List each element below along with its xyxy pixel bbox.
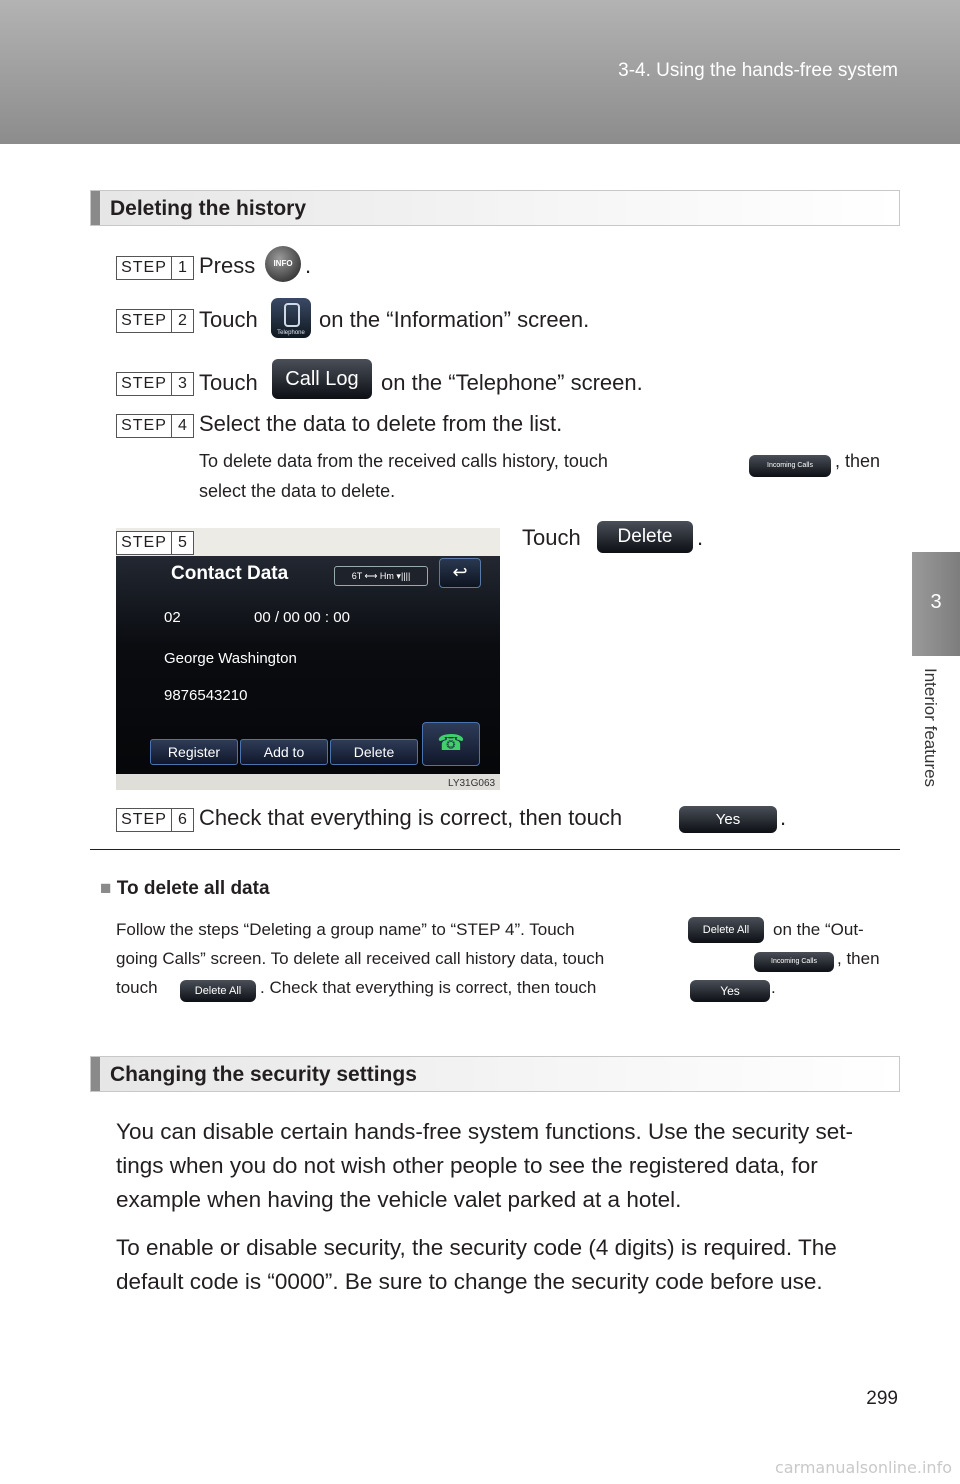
note-line2-end: , then bbox=[837, 949, 880, 968]
step-label: STEP 1 bbox=[116, 256, 194, 280]
paragraph-line: default code is “0000”. Be sure to change the security code before use. bbox=[116, 1269, 823, 1294]
chapter-tab: 3 bbox=[912, 552, 960, 656]
chapter-label-text: Interior features bbox=[921, 668, 940, 788]
section-title: Changing the security settings bbox=[110, 1063, 417, 1086]
back-icon: ↩ bbox=[439, 558, 481, 588]
step-label: STEP 3 bbox=[116, 372, 194, 396]
delete-all-button-icon: Delete All bbox=[180, 980, 256, 1002]
step5-text: Touch bbox=[522, 525, 581, 550]
watermark: carmanualsonline.info bbox=[774, 1458, 952, 1477]
step-label: STEP 2 bbox=[116, 309, 194, 333]
yes-button-icon: Yes bbox=[690, 980, 770, 1002]
page-number: 299 bbox=[866, 1388, 898, 1409]
step5-period: . bbox=[697, 525, 704, 550]
paragraph-line: You can disable certain hands-free system functions. Use the security set- bbox=[116, 1119, 854, 1144]
header-title: 3-4. Using the hands-free system bbox=[618, 60, 898, 81]
step-label: STEP 6 bbox=[116, 808, 194, 832]
note-line3-mid: . Check that everything is correct, then touch bbox=[260, 978, 597, 997]
step4-note-line2: select the data to delete. bbox=[199, 481, 396, 501]
note-heading bbox=[100, 878, 270, 900]
figure-code: LY31G063 bbox=[448, 778, 496, 789]
step-label: STEP 5 bbox=[116, 531, 194, 555]
info-button-icon: INFO bbox=[265, 246, 301, 282]
step4-note-then: , then bbox=[835, 451, 881, 471]
chapter-label bbox=[920, 668, 944, 828]
note-line3: touch bbox=[116, 978, 158, 997]
step6-text: Check that everything is correct, then touch bbox=[199, 805, 623, 830]
yes-button-icon: Yes bbox=[679, 806, 777, 833]
paragraph-line: To enable or disable security, the security code (4 digits) is required. The bbox=[116, 1235, 837, 1260]
note-heading-text: To delete all data bbox=[116, 878, 270, 899]
screen-register-button: Register bbox=[150, 739, 238, 765]
step2-text: Touch bbox=[199, 307, 258, 332]
note-line2: going Calls” screen. To delete all received call history data, touch bbox=[116, 949, 605, 968]
note-bullet: ■ bbox=[100, 878, 112, 899]
screen-count: 02 bbox=[164, 609, 181, 626]
section-heading-security bbox=[90, 1056, 900, 1092]
step4-text: Select the data to delete from the list. bbox=[199, 411, 563, 436]
telephone-icon: Telephone bbox=[271, 298, 311, 338]
note-line3-end: . bbox=[771, 978, 776, 997]
screen-status-bar: 6T ⟷ Hm ▾|||| bbox=[334, 566, 428, 586]
section-heading-deleting-history bbox=[90, 190, 900, 226]
step3-text-after: on the “Telephone” screen. bbox=[381, 370, 643, 395]
incoming-calls-button-icon: Incoming Calls bbox=[749, 455, 831, 477]
screen-caption-strip bbox=[116, 774, 500, 790]
screen-title: Contact Data bbox=[171, 563, 289, 584]
section-title: Deleting the history bbox=[110, 197, 307, 220]
note-line1-end: on the “Out- bbox=[773, 920, 864, 939]
paragraph-line: tings when you do not wish other people to see the registered data, for bbox=[116, 1153, 818, 1178]
step2-text-after: on the “Information” screen. bbox=[319, 307, 590, 332]
call-log-button-icon: Call Log bbox=[272, 359, 372, 399]
screen-datetime: 00 / 00 00 : 00 bbox=[254, 609, 350, 626]
page-header bbox=[0, 0, 960, 144]
screen-contact-number: 9876543210 bbox=[164, 687, 248, 704]
paragraph-line: example when having the vehicle valet parked at a hotel. bbox=[116, 1187, 682, 1212]
delete-button-icon: Delete bbox=[597, 521, 693, 553]
delete-all-button-icon: Delete All bbox=[688, 917, 764, 943]
step3-text: Touch bbox=[199, 370, 258, 395]
step-label: STEP 4 bbox=[116, 414, 194, 438]
phone-icon: ☎ bbox=[422, 722, 480, 766]
screen-delete-button: Delete bbox=[330, 739, 418, 765]
screen-contact-name: George Washington bbox=[164, 650, 297, 667]
divider bbox=[90, 849, 900, 850]
note-line1: Follow the steps “Deleting a group name” to “STEP 4”. Touch bbox=[116, 920, 575, 939]
step4-note: To delete data from the received calls history, touch bbox=[199, 451, 608, 471]
contact-data-screen bbox=[116, 528, 500, 790]
step1-text: Press bbox=[199, 253, 256, 278]
screen-add-to-button: Add to bbox=[240, 739, 328, 765]
step1-period: . bbox=[305, 253, 312, 278]
incoming-calls-button-icon: Incoming Calls bbox=[754, 952, 834, 972]
step6-period: . bbox=[780, 805, 787, 830]
